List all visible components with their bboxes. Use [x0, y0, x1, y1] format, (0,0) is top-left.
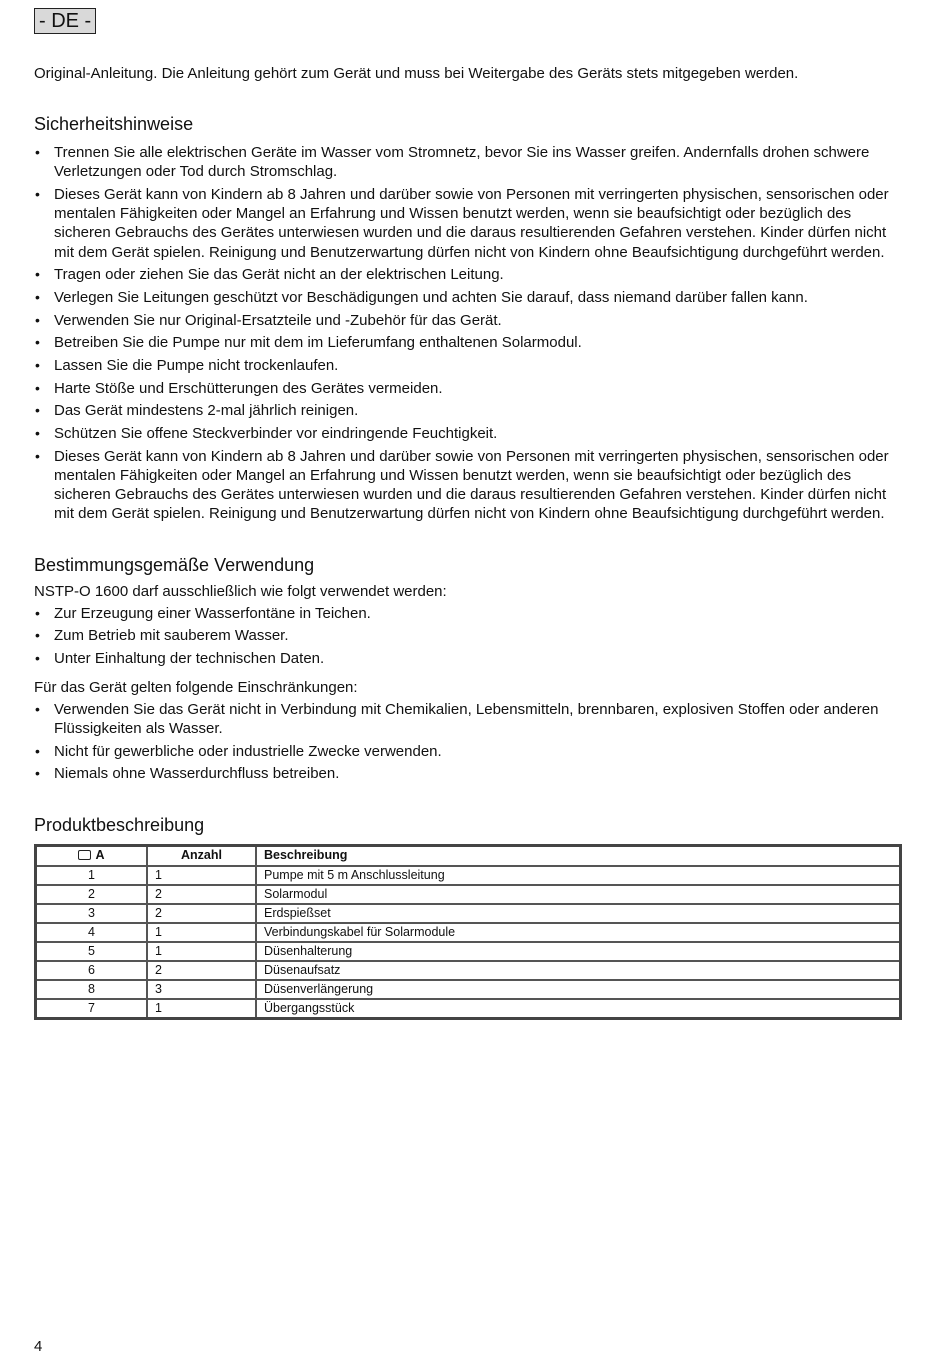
parts-table	[34, 844, 902, 1021]
cell-position: 3	[36, 904, 148, 923]
cell-position: 8	[36, 980, 148, 999]
cell-position: 1	[36, 866, 148, 885]
cell-quantity: 2	[147, 904, 256, 923]
cell-quantity: 1	[147, 942, 256, 961]
restrictions-lead: Für das Gerät gelten folgende Einschränkungen:	[34, 678, 358, 696]
list-item: • Das Gerät mindestens 2-mal jährlich reinigen.	[34, 401, 902, 420]
cell-position: 2	[36, 885, 148, 904]
list-item: • Zum Betrieb mit sauberem Wasser.	[34, 626, 902, 645]
uses-list	[34, 604, 902, 669]
list-item: • Nicht für gewerbliche oder industrielle Zwecke verwenden.	[34, 742, 902, 761]
cell-quantity: 2	[147, 885, 256, 904]
cell-position: 6	[36, 961, 148, 980]
cell-position: 4	[36, 923, 148, 942]
list-item: • Dieses Gerät kann von Kindern ab 8 Jahren und darüber sowie von Personen mit verringerten physischen, sensorischen oder mentalen Fähigkeiten oder Mangel an Erfahrung und Wissen benutzt werden, wenn sie beaufsichtigt oder bezüglich des sicheren Gebrauchs des Gerätes unterwiesen wurden und die daraus resultierenden Gefahren verstehen. Kinder dürfen nicht mit dem Gerät spielen. Reinigung und Benutzerwartung dürfen nicht von Kindern ohne Beaufsichtigung durchgeführt werden.	[34, 185, 902, 262]
product-heading: Produktbeschreibung	[34, 814, 205, 835]
cell-description: Pumpe mit 5 m Anschlussleitung	[256, 866, 901, 885]
book-icon	[78, 850, 91, 860]
cell-quantity: 2	[147, 961, 256, 980]
list-item: • Betreiben Sie die Pumpe nur mit dem im Lieferumfang enthaltenen Solarmodul.	[34, 333, 902, 352]
safety-heading: Sicherheitshinweise	[34, 114, 194, 134]
table-row	[36, 885, 901, 904]
cell-position: 7	[36, 999, 148, 1019]
table-row	[36, 904, 901, 923]
list-item: • Schützen Sie offene Steckverbinder vor eindringende Feuchtigkeit.	[34, 424, 902, 443]
cell-quantity: 1	[147, 923, 256, 942]
list-item: • Trennen Sie alle elektrischen Geräte im Wasser vom Stromnetz, bevor Sie ins Wasser greifen. Andernfalls drohen schwere Verletzungen oder Tod durch Stromschlag.	[34, 143, 902, 181]
list-item: • Lassen Sie die Pumpe nicht trockenlaufen.	[34, 356, 902, 375]
table-row	[36, 999, 901, 1019]
restrictions-list	[34, 700, 902, 784]
cell-description: Übergangsstück	[256, 999, 901, 1019]
column-header-quantity: Anzahl	[147, 845, 256, 866]
intro-text: Original-Anleitung. Die Anleitung gehört zum Gerät und muss bei Weitergabe des Geräts stets mitgegeben werden.	[34, 65, 799, 82]
list-item: • Verlegen Sie Leitungen geschützt vor Beschädigungen und achten Sie darauf, dass niemand darüber fallen kann.	[34, 288, 902, 307]
intended-use-heading: Bestimmungsgemäße Verwendung	[34, 554, 315, 575]
cell-position: 5	[36, 942, 148, 961]
page-number: 4	[34, 1338, 43, 1355]
cell-quantity: 1	[147, 999, 256, 1019]
safety-list	[34, 143, 902, 524]
list-item: • Zur Erzeugung einer Wasserfontäne in Teichen.	[34, 604, 902, 623]
table-row	[36, 980, 901, 999]
cell-quantity: 1	[147, 866, 256, 885]
cell-description: Solarmodul	[256, 885, 901, 904]
cell-description: Verbindungskabel für Solarmodule	[256, 923, 901, 942]
cell-quantity: 3	[147, 980, 256, 999]
intended-use-lead: NSTP-O 1600 darf ausschließlich wie folgt verwendet werden:	[34, 582, 447, 600]
list-item: • Dieses Gerät kann von Kindern ab 8 Jahren und darüber sowie von Personen mit verringerten physischen, sensorischen oder mentalen Fähigkeiten oder Mangel an Erfahrung und Wissen benutzt werden, wenn sie beaufsichtigt oder bezüglich des sicheren Gebrauchs des Gerätes unterwiesen wurden und die daraus resultierenden Gefahren verstehen. Kinder dürfen nicht mit dem Gerät spielen. Reinigung und Benutzerwartung dürfen nicht von Kindern ohne Beaufsichtigung durchgeführt werden.	[34, 447, 902, 524]
language-tag: - DE -	[34, 8, 96, 34]
column-header-label: A	[95, 847, 105, 862]
list-item: • Tragen oder ziehen Sie das Gerät nicht an der elektrischen Leitung.	[34, 265, 902, 284]
cell-description: Düsenhalterung	[256, 942, 901, 961]
list-item: • Niemals ohne Wasserdurchfluss betreiben.	[34, 764, 902, 783]
list-item: • Unter Einhaltung der technischen Daten.	[34, 649, 902, 668]
list-item: • Harte Stöße und Erschütterungen des Gerätes vermeiden.	[34, 379, 902, 398]
list-item: • Verwenden Sie das Gerät nicht in Verbindung mit Chemikalien, Lebensmitteln, brennbaren, explosiven Stoffen oder anderen Flüssigkeiten als Wasser.	[34, 700, 902, 738]
manual-page	[34, 8, 902, 1020]
table-row	[36, 961, 901, 980]
column-header-a	[36, 845, 148, 866]
column-header-description: Beschreibung	[256, 845, 901, 866]
cell-description: Düsenaufsatz	[256, 961, 901, 980]
cell-description: Düsenverlängerung	[256, 980, 901, 999]
table-row	[36, 923, 901, 942]
table-header-row	[36, 845, 901, 866]
cell-description: Erdspießset	[256, 904, 901, 923]
table-row	[36, 942, 901, 961]
list-item: • Verwenden Sie nur Original-Ersatzteile und -Zubehör für das Gerät.	[34, 311, 902, 330]
table-row	[36, 866, 901, 885]
